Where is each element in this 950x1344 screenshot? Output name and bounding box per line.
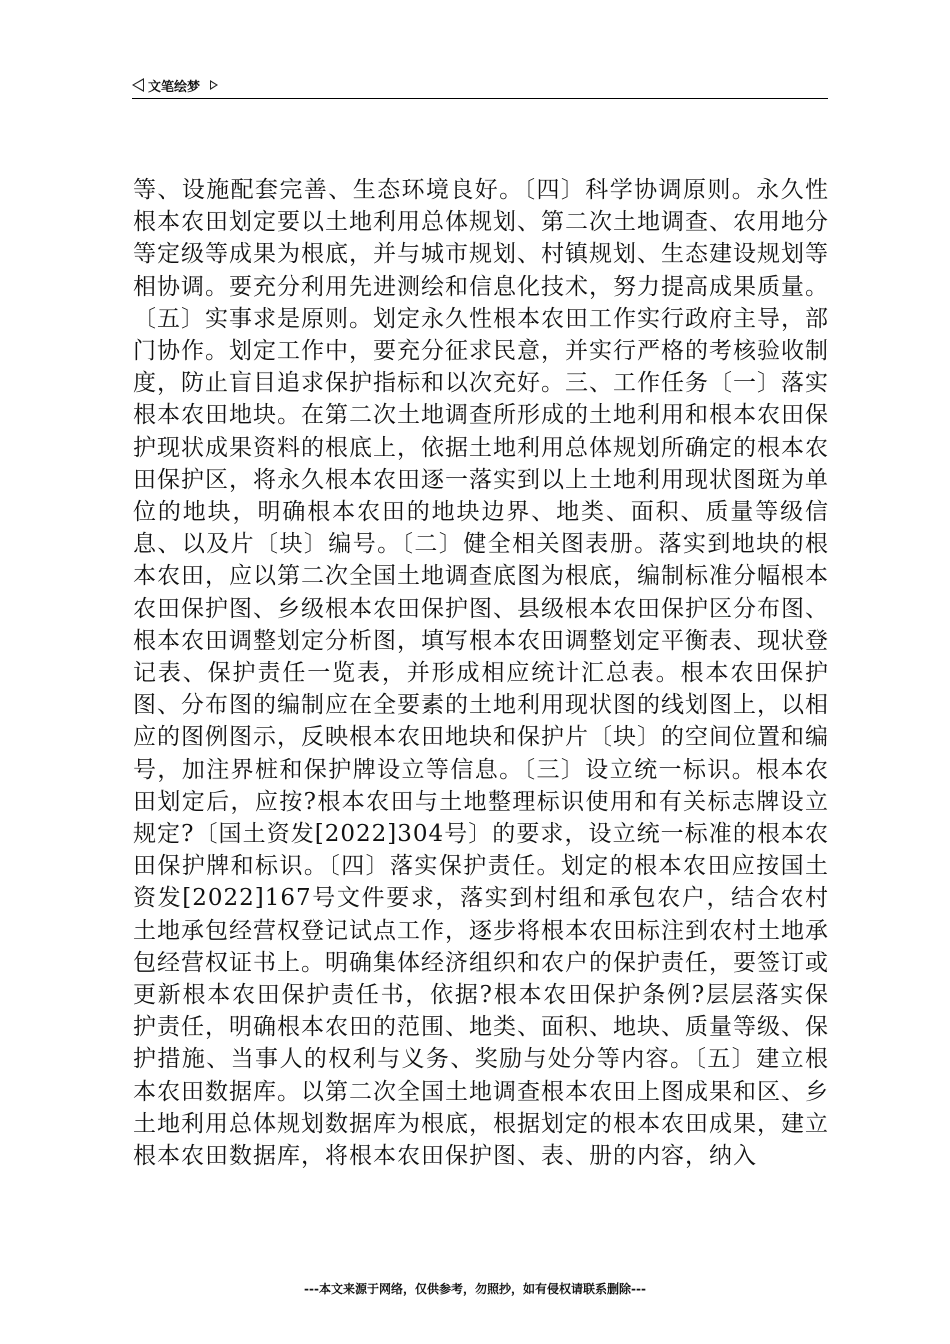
header-brand-group	[132, 76, 218, 94]
page-header	[132, 76, 828, 99]
footer-notice: ---本文来源于网络，仅供参考，勿照抄，如有侵权请联系删除---	[304, 1282, 646, 1296]
left-triangle-icon	[132, 78, 144, 92]
brand-name: 文笔绘梦	[148, 79, 201, 95]
right-triangle-icon	[210, 80, 218, 90]
document-body-text: 等、设施配套完善、生态环境良好。〔四〕科学协调原则。永久性根本农田划定要以土地利用总体规划、第二次土地调查、农用地分等定级等成果为根底，并与城市规划、村镇规划、生态建设规划等相协调。要充分利用先进测绘和信息化技术，努力提高成果质量。〔五〕实事求是原则。划定永久性根本农田工作实行政府主导，部门协作。划定工作中，要充分征求民意，并实行严格的考核验收制度，防止盲目追求保护指标和以次充好。三、工作任务〔一〕落实根本农田地块。在第二次土地调查所形成的土地利用和根本农田保护现状成果资料的根底上，依据土地利用总体规划所确定的根本农田保护区，将永久根本农田逐一落实到以上土地利用现状图斑为单位的地块，明确根本农田的地块边界、地类、面积、质量等级信息、以及片〔块〕编号。〔二〕健全相关图表册。落实到地块的根本农田，应以第二次全国土地调查底图为根底，编制标准分幅根本农田保护图、乡级根本农田保护图、县级根本农田保护区分布图、根本农田调整划定分析图，填写根本农田调整划定平衡表、现状登记表、保护责任一览表，并形成相应统计汇总表。根本农田保护图、分布图的编制应在全要素的土地利用现状图的线划图上，以相应的图例图示，反映根本农田地块和保护片〔块〕的空间位置和编号，加注界桩和保护牌设立等信息。〔三〕设立统一标识。根本农田划定后，应按?根本农田与土地整理标识使用和有关标志牌设立规定?〔国土资发[2022]304号〕的要求，设立统一标准的根本农田保护牌和标识。〔四〕落实保护责任。划定的根本农田应按国土资发[2022]167号文件要求，落实到村组和承包农户，结合农村土地承包经营权登记试点工作，逐步将根本农田标注到农村土地承包经营权证书上。明确集体经济组织和农户的保护责任，要签订或更新根本农田保护责任书，依据?根本农田保护条例?层层落实保护责任，明确根本农田的范围、地类、面积、地块、质量等级、保护措施、当事人的权利与义务、奖励与处分等内容。〔五〕建立根本农田数据库。以第二次全国土地调查根本农田上图成果和区、乡土地利用总体规划数据库为根底，根据划定的根本农田成果，建立根本农田数据库，将根本农田保护图、表、册的内容，纳入	[133, 177, 829, 1170]
